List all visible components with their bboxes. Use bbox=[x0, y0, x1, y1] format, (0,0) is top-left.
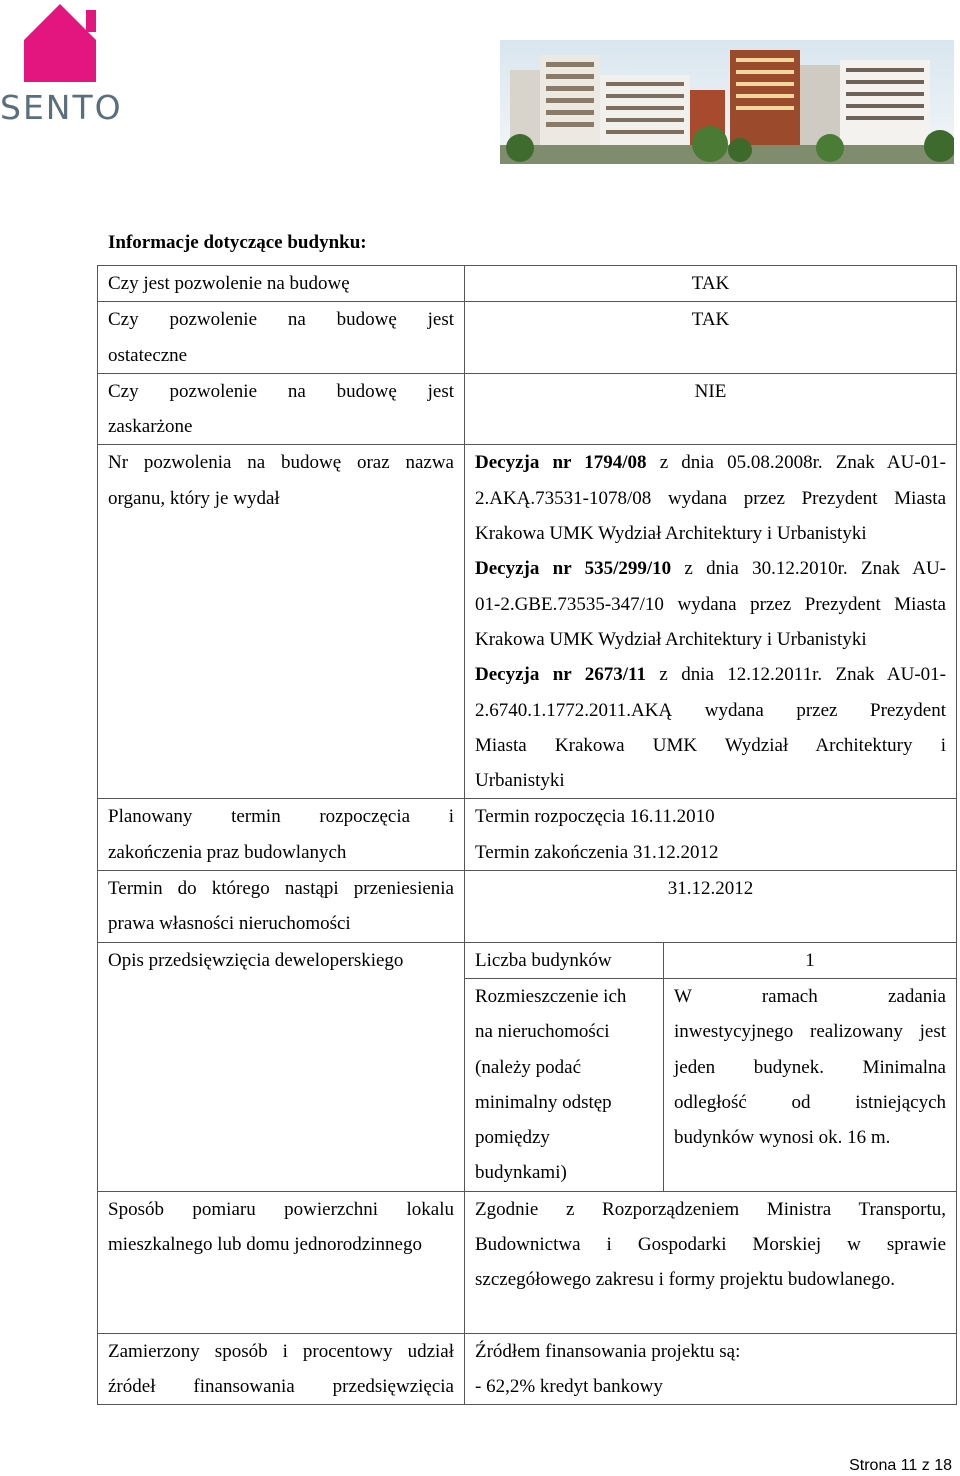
final-label-line-1: Czy pozwolenie na budowę jest bbox=[108, 309, 454, 331]
decision-label-line-2: organu, który je wydał bbox=[108, 487, 280, 509]
placement-value-line-4: odległość od istniejących bbox=[674, 1091, 946, 1113]
decision-2-date: z dnia 30.12.2010r. Znak AU- bbox=[671, 558, 947, 580]
financing-label-line-1: Zamierzony sposób i procentowy udział bbox=[108, 1340, 454, 1362]
decision-1-line-1 bbox=[475, 445, 946, 480]
placement-inner-table bbox=[465, 979, 956, 1191]
row-label bbox=[98, 266, 465, 302]
placement-label-line-2: na nieruchomości bbox=[475, 1021, 610, 1043]
row-label bbox=[98, 445, 465, 799]
placement-label-line-5: pomiędzy bbox=[475, 1127, 550, 1149]
count-label-cell bbox=[465, 943, 664, 978]
decision-1-line-3: Krakowa UMK Wydział Architektury i Urbanistyki bbox=[475, 523, 867, 545]
row-value bbox=[465, 871, 957, 943]
count-label: Liczba budynków bbox=[475, 949, 612, 971]
transfer-label-line-1: Termin do którego nastąpi przeniesienia bbox=[108, 878, 454, 900]
placement-value-line-2: inwestycyjnego realizowany jest bbox=[674, 1021, 946, 1043]
decision-3-line-1 bbox=[475, 657, 946, 692]
schedule-label-line-1: Planowany termin rozpoczęcia i bbox=[108, 806, 454, 828]
placement-value-line-1: W ramach zadania bbox=[674, 985, 946, 1007]
table-row bbox=[98, 266, 957, 302]
financing-label-line-2: źródeł finansowania przedsięwzięcia bbox=[108, 1376, 454, 1398]
schedule-start: Termin rozpoczęcia 16.11.2010 bbox=[475, 806, 715, 828]
description-label: Opis przedsięwzięcia deweloperskiego bbox=[108, 949, 404, 971]
decision-2-line-1 bbox=[475, 551, 946, 586]
sento-logo bbox=[0, 0, 130, 130]
building-photo-icon bbox=[500, 40, 954, 164]
schedule-end: Termin zakończenia 31.12.2012 bbox=[475, 841, 719, 863]
placement-value-line-3: jeden budynek. Minimalna bbox=[674, 1056, 946, 1078]
row-value bbox=[465, 266, 957, 302]
row-value bbox=[465, 978, 957, 1191]
measurement-value-line-3: szczegółowego zakresu i formy projektu budowlanego. bbox=[475, 1269, 895, 1291]
row-value bbox=[465, 445, 957, 799]
building-banner-image bbox=[500, 40, 954, 164]
decision-label-line-1: Nr pozwolenia na budowę oraz nazwa bbox=[108, 452, 454, 474]
appeal-label-line-1: Czy pozwolenie na budowę jest bbox=[108, 380, 454, 402]
row-label bbox=[98, 302, 465, 374]
appeal-label-line-2: zaskarżone bbox=[108, 416, 193, 438]
permit-value: TAK bbox=[691, 273, 730, 294]
row-label bbox=[98, 1191, 465, 1333]
decision-3-line-3: Miasta Krakowa UMK Wydział Architektury i bbox=[475, 734, 946, 756]
section-title: Informacje dotyczące budynku: bbox=[108, 232, 367, 253]
placement-label-line-3: (należy podać bbox=[475, 1056, 582, 1078]
decision-3-number: Decyzja nr 2673/11 bbox=[475, 664, 647, 686]
transfer-value: 31.12.2012 bbox=[667, 878, 754, 900]
decision-3-line-4: Urbanistyki bbox=[475, 770, 565, 792]
schedule-label-line-2: zakończenia praz budowlanych bbox=[108, 841, 347, 863]
table-row bbox=[98, 302, 957, 374]
row-label bbox=[98, 1333, 465, 1405]
table-row bbox=[465, 943, 956, 978]
placement-label-cell bbox=[465, 979, 664, 1191]
table-row bbox=[98, 445, 957, 799]
count-value-cell bbox=[664, 943, 957, 978]
row-label bbox=[98, 871, 465, 943]
decision-2-number: Decyzja nr 535/299/10 bbox=[475, 558, 672, 580]
placement-label-line-1: Rozmieszczenie ich bbox=[475, 985, 627, 1007]
financing-value-line-1: Źródłem finansowania projektu są: bbox=[475, 1340, 741, 1362]
transfer-label-line-2: prawa własności nieruchomości bbox=[108, 913, 351, 935]
row-value bbox=[465, 1333, 957, 1405]
placement-label-line-4: minimalny odstęp bbox=[475, 1091, 612, 1113]
final-value: TAK bbox=[691, 309, 730, 331]
decision-3-line-2: 2.6740.1.1772.2011.AKĄ wydana przez Prezydent bbox=[475, 699, 946, 721]
decision-1-line-2: 2.AKĄ.73531-1078/08 wydana przez Prezydent Miasta bbox=[475, 487, 946, 509]
row-value bbox=[465, 302, 957, 374]
table-row bbox=[98, 373, 957, 445]
placement-label-line-6: budynkami) bbox=[475, 1162, 567, 1184]
count-value: 1 bbox=[805, 949, 815, 971]
table-row bbox=[98, 1191, 957, 1333]
page-number: Strona 11 z 18 bbox=[849, 1457, 952, 1474]
row-value bbox=[465, 942, 957, 978]
appeal-value: NIE bbox=[694, 380, 727, 402]
decision-3-date: z dnia 12.12.2011r. Znak AU-01- bbox=[646, 664, 946, 686]
table-row bbox=[98, 1333, 957, 1405]
permit-label: Czy jest pozwolenie na budowę bbox=[108, 273, 350, 294]
final-label-line-2: ostateczne bbox=[108, 344, 188, 366]
row-value bbox=[465, 799, 957, 871]
table-row bbox=[98, 871, 957, 943]
measurement-label-line-1: Sposób pomiaru powierzchni lokalu bbox=[108, 1198, 454, 1220]
decision-2-line-2: 01-2.GBE.73535-347/10 wydana przez Prezydent Miasta bbox=[475, 593, 946, 615]
financing-value-line-2: - 62,2% kredyt bankowy bbox=[475, 1376, 663, 1398]
measurement-value-line-1: Zgodnie z Rozporządzeniem Ministra Transportu, bbox=[475, 1198, 946, 1220]
decision-2-line-3: Krakowa UMK Wydział Architektury i Urbanistyki bbox=[475, 628, 867, 650]
logo-text: SENTO bbox=[0, 88, 123, 127]
building-info-table bbox=[97, 265, 957, 1405]
house-logo-icon bbox=[0, 0, 100, 86]
placement-value-cell bbox=[664, 979, 957, 1191]
placement-value-line-5: budynków wynosi ok. 16 m. bbox=[674, 1127, 891, 1149]
table-row bbox=[98, 799, 957, 871]
row-label bbox=[98, 942, 465, 1191]
table-row bbox=[98, 942, 957, 978]
row-label bbox=[98, 373, 465, 445]
decision-1-number: Decyzja nr 1794/08 bbox=[475, 452, 647, 474]
measurement-label-line-2: mieszkalnego lub domu jednorodzinnego bbox=[108, 1234, 422, 1256]
row-value bbox=[465, 1191, 957, 1333]
measurement-value-line-2: Budownictwa i Gospodarki Morskiej w sprawie bbox=[475, 1234, 946, 1256]
table-row bbox=[465, 979, 956, 1191]
row-label bbox=[98, 799, 465, 871]
decision-1-date: z dnia 05.08.2008r. Znak AU-01- bbox=[646, 452, 946, 474]
row-value bbox=[465, 373, 957, 445]
description-inner-table bbox=[465, 943, 956, 978]
